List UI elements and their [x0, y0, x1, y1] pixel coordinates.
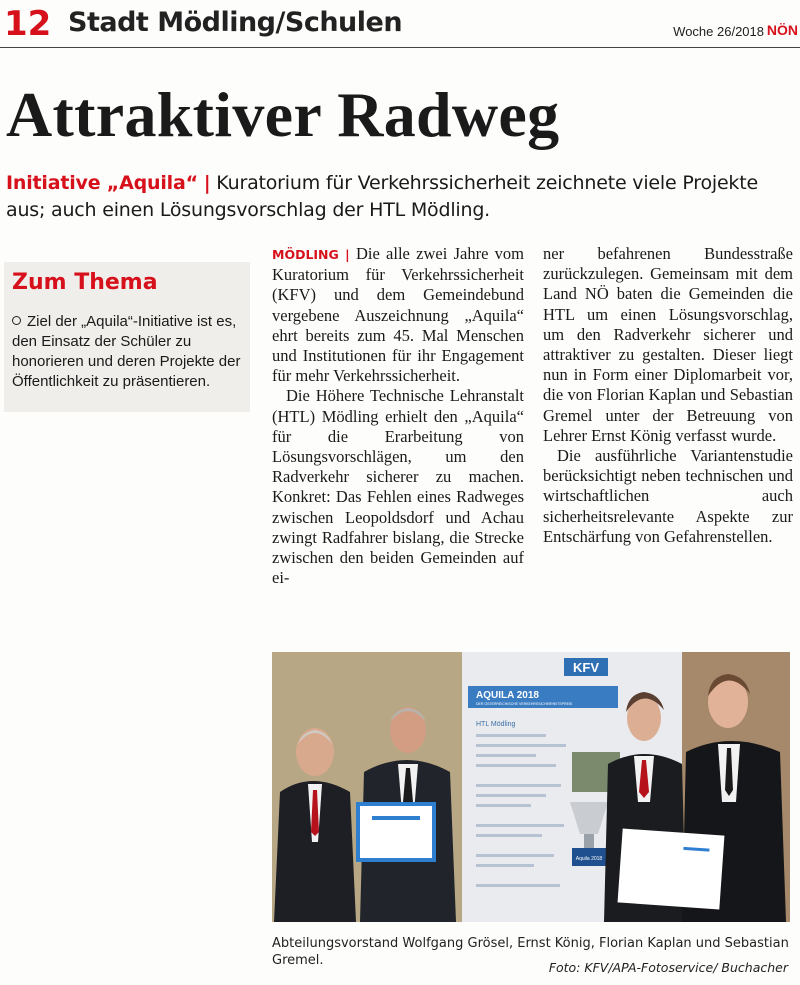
page-header: [0, 0, 800, 48]
article-paragraph: ner befahrenen Bundesstraße zurückzulegen. Gemeinsam mit dem Land NÖ baten die Gemeinden die HTL um einen Lösungsvorschlag, um den Radverkehr sicherer und attraktiver zu gestalten. Dieser liegt nun in Form einer Diplomarbeit vor, die von Florian Kaplan und Sebastian Gremel unter der Betreuung von Lehrer Ernst König verfasst wurde.: [543, 244, 793, 445]
kfv-logo: KFV: [573, 660, 599, 675]
banner-subtitle: DER ÖSTERREICHISCHE VERKEHRSSICHERHEITSPREIS: [476, 702, 573, 706]
headline: Attraktiver Radweg: [6, 79, 560, 150]
dateline: MÖDLING: [272, 247, 339, 262]
paragraph-text: Die alle zwei Jahre vom Kuratorium für Verkehrssicherheit (KFV) und dem Gemeindebund vergebene Auszeichnung „Aquila“ ehrt bereits zum 45. Mal Menschen und Institutionen für ihr Engagement für mehr Verkehrssicherheit.: [272, 244, 525, 386]
issue-week: Woche 26/2018: [673, 24, 764, 39]
article-column-1: [272, 244, 524, 588]
topic-box-body: Ziel der „Aquila“-Initiative ist es, den Einsatz der Schüler zu honorieren und deren Projekte der Öffentlichkeit zu präsentieren.: [12, 313, 241, 390]
subhead-kicker: Initiative „Aquila“: [6, 172, 198, 194]
subhead-text: Kuratorium für Verkehrssicherheit zeichnete viele Projekte aus; auch einen Lösungsvorschlag der HTL Mödling.: [6, 172, 758, 221]
article-paragraph: Die ausführliche Variantenstudie berücksichtigt neben technischen und wirtschaftlichen auch sicherheitsrelevante Aspekte zur Entschärfung von Gefahrenstellen.: [543, 446, 793, 546]
article-paragraph: Die Höhere Technische Lehranstalt (HTL) Mödling erhielt den „Aquila“ für die Erarbeitung von Lösungsvorschlägen, um den Radverkehr sicherer zu machen. Konkret: Das Fehlen eines Radweges zwischen Leopoldsdorf und Achau zwingt Radfahrer bislang, die Strecke zwischen den beiden Gemeinden auf ei-: [272, 386, 524, 588]
subhead-separator: |: [203, 172, 211, 194]
page-number: 12: [4, 4, 52, 44]
trophy-label: Aquila 2018: [575, 856, 603, 862]
banner-title: AQUILA 2018: [476, 690, 539, 701]
subheadline: [6, 170, 796, 224]
topic-box-text: [12, 312, 248, 392]
photo-credit: Foto: KFV/APA-Fotoservice/ Buchacher: [548, 960, 788, 975]
section-title: Stadt Mödling/Schulen: [68, 7, 403, 38]
topic-box-title: Zum Thema: [12, 270, 158, 295]
bullet-icon: [12, 316, 21, 325]
diploma: [618, 829, 725, 910]
certificate: [358, 804, 434, 860]
photo-caption: Abteilungsvorstand Wolfgang Grösel, Ernst König, Florian Kaplan und Sebastian Gremel.: [272, 936, 789, 968]
article-column-2: [543, 244, 793, 547]
award-photo-illustration: [272, 652, 790, 922]
topic-box: [4, 262, 250, 412]
dateline-separator: |: [345, 247, 350, 262]
project-name: HTL Mödling: [476, 721, 516, 728]
brand-logo: NÖN: [766, 22, 798, 38]
article-paragraph: [272, 244, 524, 386]
award-photo: [272, 652, 790, 922]
